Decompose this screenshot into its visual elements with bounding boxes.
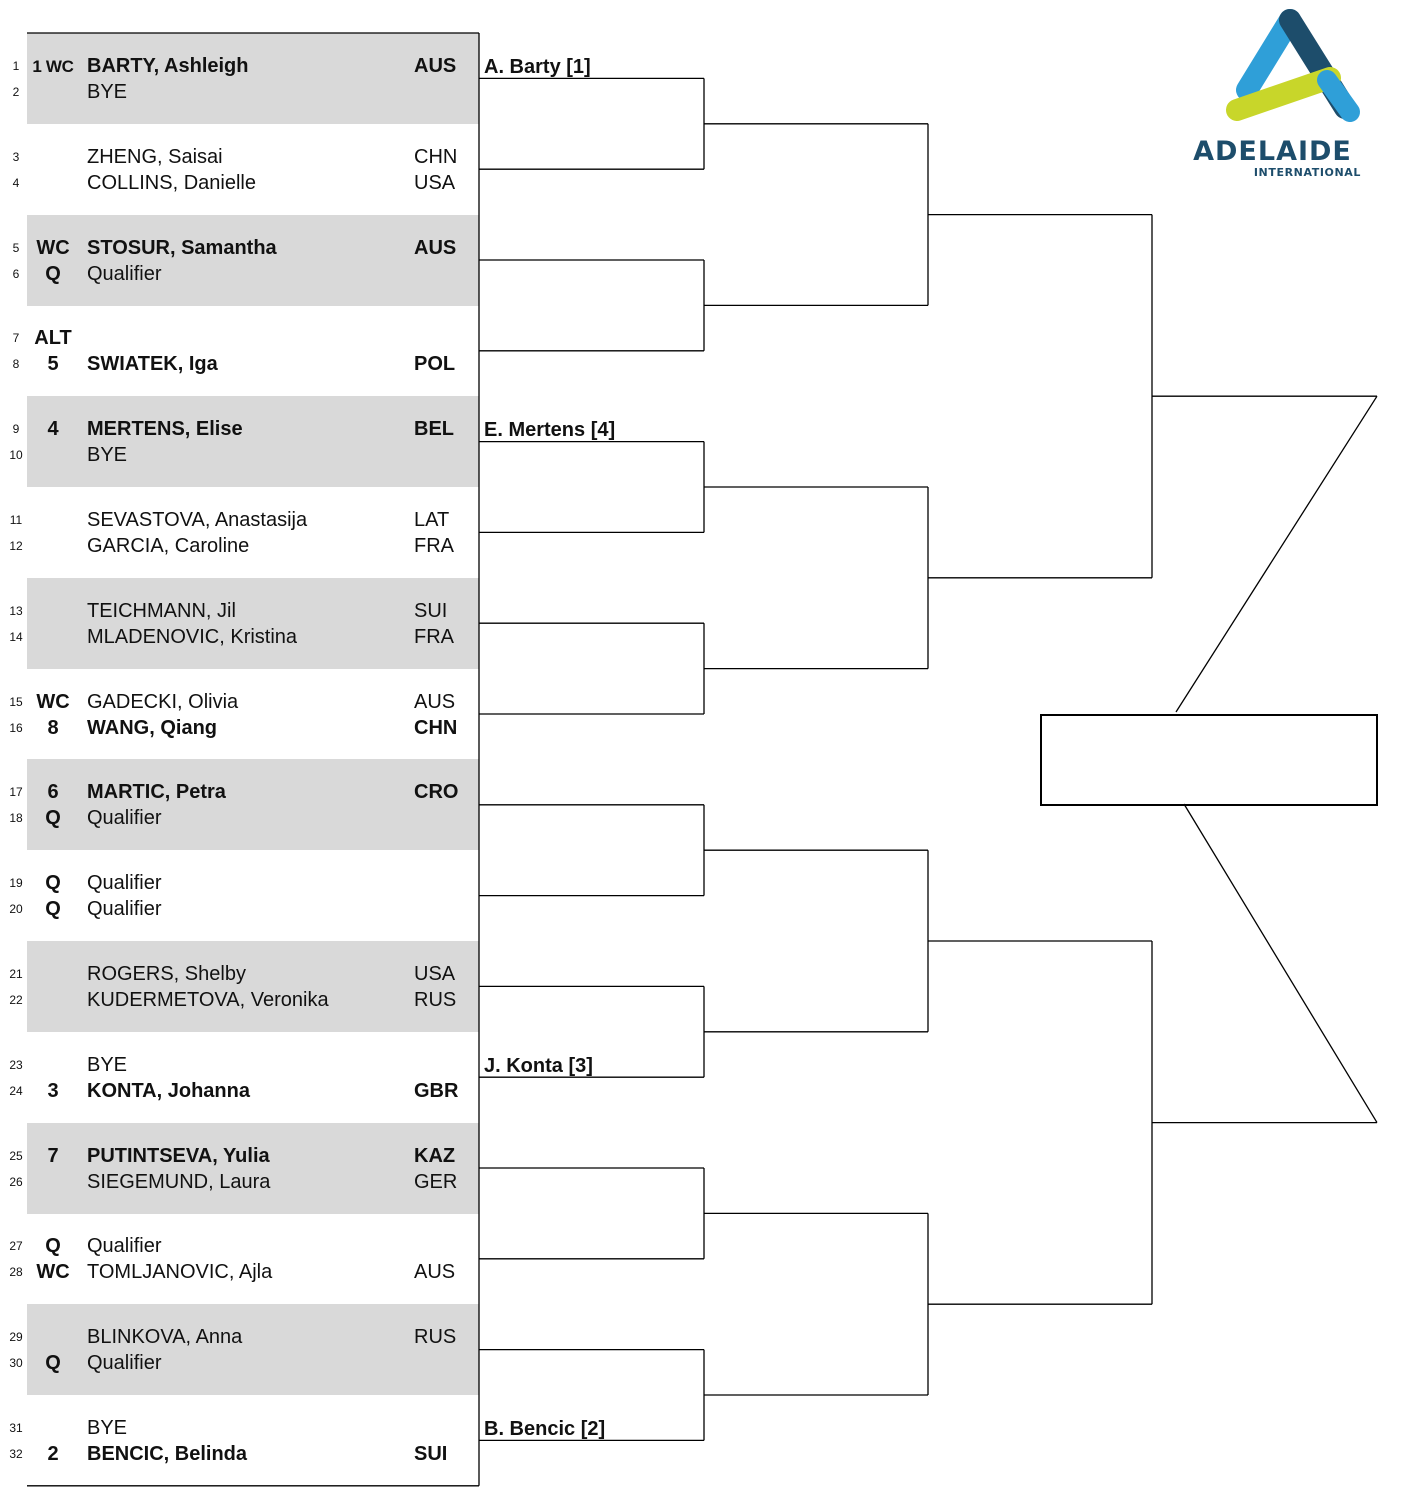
seed-label: ALT [34,327,72,350]
player-name: PUTINTSEVA, Yulia [87,1144,270,1167]
seed-label: Q [45,807,61,830]
slot-number: 27 [9,1239,23,1254]
seed-label: 7 [47,1144,59,1167]
player-name: BYE [87,81,128,103]
slot-number: 24 [9,1083,23,1098]
player-name: ROGERS, Shelby [87,963,246,985]
player-name: MLADENOVIC, Kristina [87,625,298,648]
player-name: BYE [87,1053,128,1076]
player-name: COLLINS, Danielle [87,171,256,194]
logo-wordmark: ADELAIDE [1193,136,1352,167]
player-name: BENCIC, Belinda [87,1443,248,1465]
player-name: BYE [87,1417,128,1439]
seed-label: WC [36,236,70,259]
player-name: SIEGEMUND, Laura [87,1170,271,1193]
player-name: TOMLJANOVIC, Ajla [87,1261,273,1284]
advancing-player-label: B. Bencic [2] [484,1418,606,1440]
logo-blue-stroke-left [1247,20,1290,90]
seed-label: 3 [47,1079,59,1102]
slot-number: 12 [9,539,23,553]
slot-number: 8 [12,357,20,372]
player-name: Qualifier [87,807,162,830]
player-name: BLINKOVA, Anna [87,1326,243,1349]
nationality: AUS [414,1261,456,1284]
slot-number: 4 [12,175,20,190]
seed-label: Q [45,872,61,895]
slot-number: 16 [9,720,23,735]
player-name: Qualifier [87,1235,162,1258]
nationality: CHN [414,145,458,168]
logo-subtitle: INTERNATIONAL [1253,166,1361,179]
player-name: WANG, Qiang [87,716,217,739]
nationality: AUS [414,236,457,259]
nationality: LAT [414,509,450,531]
logo-blue-stroke-right [1327,80,1350,112]
final-diagonal-bottom [1184,804,1377,1123]
slot-number: 15 [9,694,23,709]
slot-number: 21 [9,967,23,981]
player-name: GADECKI, Olivia [87,690,239,713]
slot-number: 17 [9,785,23,800]
slot-number: 32 [9,1447,23,1461]
advancing-player-label: E. Mertens [4] [484,419,616,442]
slot-number: 14 [9,629,23,644]
nationality: GBR [414,1079,459,1102]
final-winner-box [1040,714,1378,806]
final-diagonal-top [1176,396,1377,712]
slot-number: 10 [9,448,23,463]
player-name: KONTA, Johanna [87,1079,250,1102]
player-name: Qualifier [87,262,162,285]
slot-number: 11 [9,513,23,527]
player-name: Qualifier [87,1352,162,1375]
player-name: Qualifier [87,872,162,895]
slot-number: 29 [9,1330,23,1345]
adelaide-international-logo [1175,8,1370,183]
nationality: BEL [414,418,454,441]
nationality: AUS [414,690,456,713]
nationality: SUI [414,1443,448,1465]
slot-number: 25 [9,1148,23,1163]
seed-label: 6 [47,781,59,804]
slot-number: 28 [9,1265,23,1280]
player-name: SEVASTOVA, Anastasija [87,509,308,531]
slot-number: 22 [9,993,23,1007]
slot-number: 5 [12,240,20,255]
nationality: USA [414,171,456,194]
nationality: KAZ [414,1144,456,1167]
player-name: MARTIC, Petra [87,781,226,804]
seed-label: 4 [47,418,59,441]
advancing-player-label: J. Konta [3] [484,1054,593,1077]
slot-number: 1 [12,59,20,73]
nationality: USA [414,963,456,985]
nationality: RUS [414,989,457,1011]
nationality: POL [414,353,456,376]
player-name: BARTY, Ashleigh [87,55,249,77]
seed-label: WC [36,1261,70,1284]
player-name: TEICHMANN, Jil [87,599,236,622]
nationality: RUS [414,1326,457,1349]
slot-number: 23 [9,1057,23,1072]
nationality: FRA [414,535,454,557]
seed-label: Q [45,262,61,285]
nationality: SUI [414,599,448,622]
logo-mark-icon [1175,8,1370,133]
player-name: ZHENG, Saisai [87,145,223,168]
advancing-player-label: A. Barty [1] [484,56,591,78]
seed-label: Q [45,1352,61,1375]
player-name: KUDERMETOVA, Veronika [87,989,329,1011]
player-name: Qualifier [87,898,162,921]
nationality: CRO [414,781,459,804]
slot-number: 3 [12,149,20,164]
nationality: GER [414,1170,458,1193]
slot-number: 6 [12,266,20,281]
slot-number: 18 [9,811,23,826]
slot-number: 9 [12,422,20,437]
seed-label: 1 WC [32,57,74,76]
slot-number: 30 [9,1356,23,1371]
seed-label: Q [45,898,61,921]
slot-number: 19 [9,876,23,891]
slot-number: 26 [9,1174,23,1189]
nationality: CHN [414,716,458,739]
player-name: MERTENS, Elise [87,418,243,441]
slot-number: 31 [9,1421,23,1435]
player-name: STOSUR, Samantha [87,236,277,259]
slot-number: 7 [12,331,20,346]
slot-number: 20 [9,902,23,917]
seed-label: 2 [47,1443,59,1465]
seed-label: WC [36,690,70,713]
seed-label: Q [45,1235,61,1258]
player-name: GARCIA, Caroline [87,535,250,557]
slot-number: 2 [12,85,20,99]
seed-label: 5 [47,353,59,376]
player-name: BYE [87,444,128,467]
seed-label: 8 [47,716,59,739]
slot-number: 13 [9,603,23,618]
nationality: FRA [414,625,454,648]
nationality: AUS [414,55,457,77]
player-name: SWIATEK, Iga [87,353,218,376]
